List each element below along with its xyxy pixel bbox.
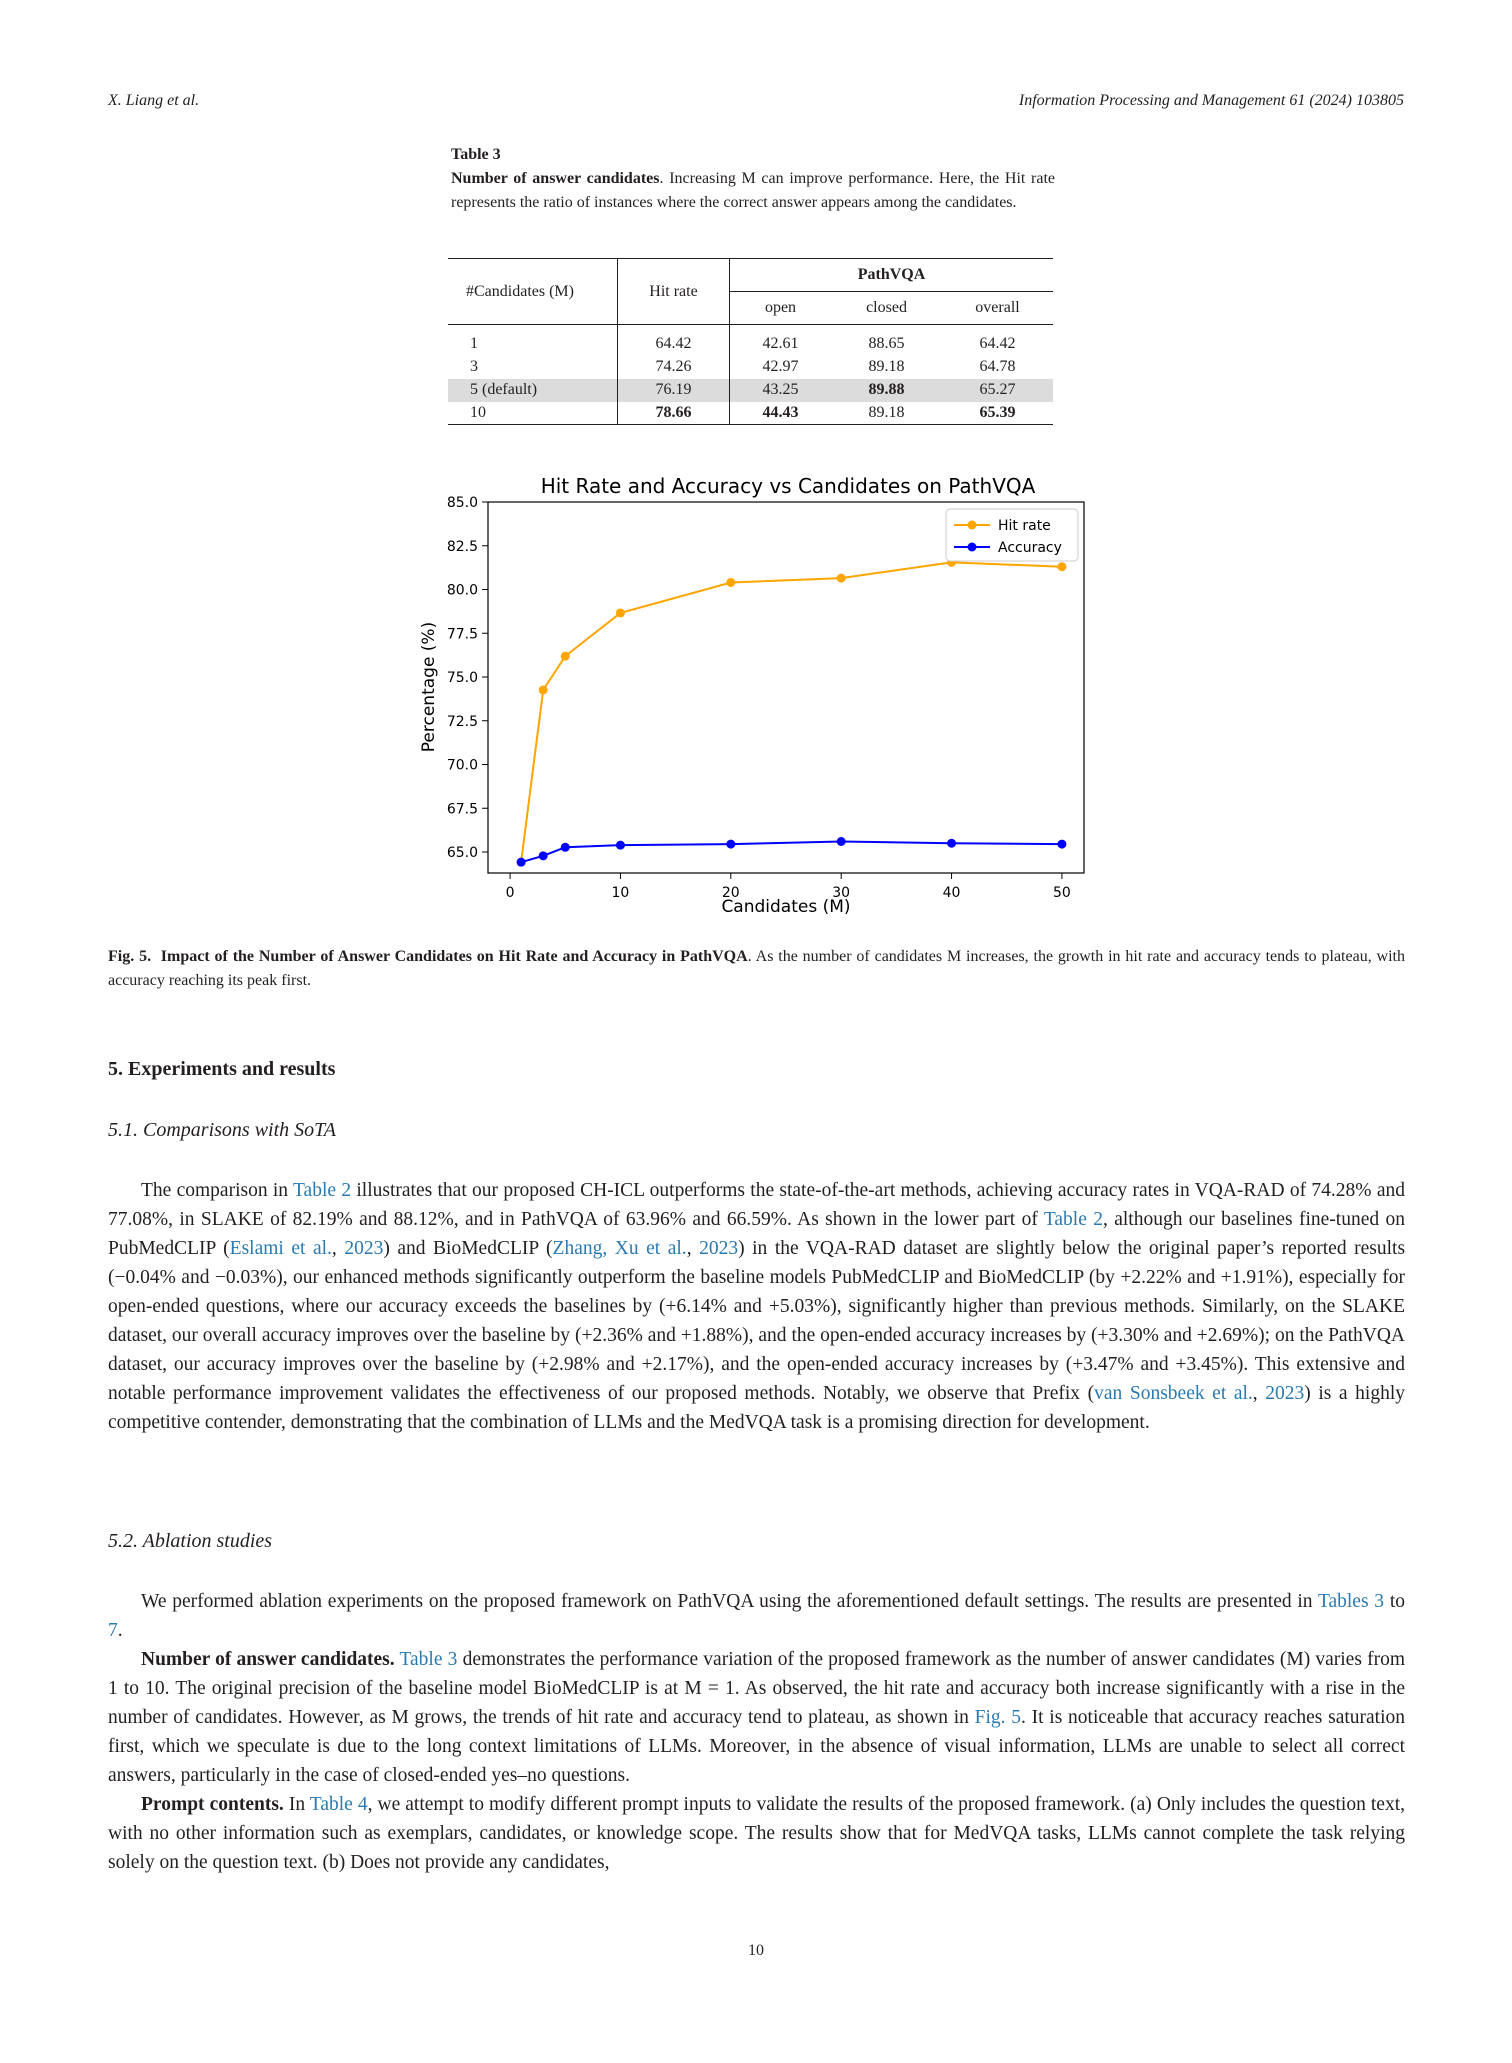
y-tick-label: 72.5 (446, 713, 478, 730)
y-tick-label: 65.0 (446, 845, 478, 861)
ref-fig-5[interactable]: Fig. 5 (974, 1707, 1022, 1728)
paragraph-lead-prompt: Prompt contents. (141, 1794, 284, 1815)
data-point (616, 841, 625, 850)
col-header-overall: overall (942, 292, 1053, 325)
ref-table-2[interactable]: Table 2 (1043, 1209, 1103, 1230)
ref-zhang[interactable]: Zhang, Xu et al. (552, 1238, 687, 1259)
x-axis-label: Candidates (M) (721, 897, 851, 917)
table-label: Table 3 (451, 146, 501, 163)
col-header-closed: closed (831, 292, 942, 325)
y-axis (447, 495, 488, 861)
ref-eslami[interactable]: Eslami et al. (229, 1238, 332, 1259)
x-tick-label: 30 (832, 885, 851, 901)
data-point (517, 858, 526, 867)
table-row: 5 (default) 76.19 43.25 89.88 65.27 (448, 379, 1053, 402)
page-number: 10 (748, 1942, 764, 1959)
table-caption (451, 143, 1055, 215)
subsection-heading-sota: 5.1. Comparisons with SoTA (108, 1119, 336, 1141)
paragraph-sota: The comparison in Table 2 illustrates that our proposed CH-ICL outperforms the state-of-the-art methods, achieving accuracy rates in VQA-RAD of 74.28% and 77.08%, in SLAKE of 82.19% and 88.12%, and in PathVQA of 63.96% and 66.59%. As shown in the lower part of Table 2, although our baselines fine-tuned on PubMedCLIP (Eslami et al., 2023) and BioMedCLIP (Zhang, Xu et al., 2023) in the VQA-RAD dataset are slightly below the original paper’s reported results (−0.04% and −0.03%), our enhanced methods significantly outperform the baseline models PubMedCLIP and BioMedCLIP (by +2.22% and +1.91%), especially for open-ended questions, where our accuracy exceeds the baselines by (+6.14% and +5.03%), significantly higher than previous methods. Similarly, on the SLAKE dataset, our overall accuracy improves over the baseline by (+2.36% and +1.88%), and the open-ended accuracy increases by (+3.30% and +2.69%); on the PathVQA dataset, our accuracy improves over the baseline by (+2.98% and +2.17%), and the open-ended accuracy increases by (+3.47% and +3.45%). This extensive and notable performance improvement validates the effectiveness of our proposed methods. Notably, we observe that Prefix (van Sonsbeek et al., 2023) is a highly competitive contender, demonstrating that the combination of LLMs and the MedVQA task is a promising direction for development. (108, 1180, 1406, 1433)
running-header-journal: Information Processing and Management 61 (2024) 103805 (1018, 92, 1404, 109)
col-header-open: open (730, 292, 832, 325)
y-tick-label: 70.0 (446, 757, 478, 774)
legend-marker (968, 543, 977, 552)
x-tick-label: 10 (611, 885, 630, 901)
data-point (539, 851, 548, 860)
legend-marker (968, 521, 977, 530)
x-tick-label: 0 (505, 885, 515, 901)
data-point (837, 574, 846, 583)
legend-label: Accuracy (998, 540, 1062, 556)
paragraph-lead-candidates: Number of answer candidates. (141, 1649, 395, 1670)
ref-table-3[interactable]: Table 3 (399, 1649, 458, 1670)
ref-eslami-year[interactable]: 2023 (344, 1238, 384, 1259)
table-row: 3 74.26 42.97 89.18 64.78 (448, 356, 1053, 379)
series-line-hit-rate (521, 562, 1062, 862)
col-header-candidates: #Candidates (M) (448, 259, 618, 325)
chart-svg (400, 465, 1100, 925)
results-table (448, 258, 1053, 425)
x-tick-label: 40 (942, 885, 961, 901)
figure-label: Fig. 5. (108, 948, 152, 965)
figure-caption (108, 945, 1405, 993)
x-tick-label: 50 (1053, 885, 1071, 901)
x-tick-label: 20 (721, 885, 740, 901)
y-tick-label: 67.5 (446, 801, 478, 818)
y-tick-label: 85.0 (446, 495, 478, 511)
section-heading: 5. Experiments and results (108, 1058, 336, 1080)
col-header-pathvqa: PathVQA (730, 259, 1054, 292)
ref-van-sonsbeek[interactable]: van Sonsbeek et al. (1094, 1383, 1253, 1404)
series-line-accuracy (521, 842, 1062, 863)
y-tick-label: 77.5 (446, 626, 478, 643)
data-point (837, 837, 846, 846)
table-row: 1 64.42 42.61 88.65 64.42 (448, 333, 1053, 356)
y-tick-label: 82.5 (446, 538, 478, 555)
data-point (561, 652, 570, 661)
y-tick-label: 80.0 (446, 582, 478, 599)
y-tick-label: 75.0 (446, 670, 478, 686)
table-caption-text: . Increasing M can improve performance. Here, the Hit rate represents the ratio of instances where the correct answer appears among the candidates. (451, 170, 1055, 211)
data-point (561, 843, 570, 852)
data-point (616, 608, 625, 617)
legend-label: Hit rate (998, 518, 1051, 534)
series-layer (517, 558, 1067, 867)
ref-tables-3[interactable]: Tables 3 (1317, 1591, 1385, 1612)
data-point (726, 840, 735, 849)
ref-van-sonsbeek-year[interactable]: 2023 (1265, 1383, 1305, 1404)
data-point (1057, 840, 1066, 849)
table-caption-title: Number of answer candidates (451, 170, 660, 187)
ref-zhang-year[interactable]: 2023 (699, 1238, 739, 1259)
paragraph-ablation: We performed ablation experiments on the proposed framework on PathVQA using the aforementioned default settings. The results are presented in Tables 3 to 7. Number of answer candidates. Table 3 demonstrates the performance variation of the proposed framework as the number of answer candidates (M) varies from 1 to 10. The original precision of the baseline model BioMedCLIP is at M = 1. As observed, the hit rate and accuracy both increase significantly with a rise in the number of candidates. However, as M grows, the trends of hit rate and accuracy tend to plateau, as shown in Fig. 5. It is noticeable that accuracy reaches saturation first, which we speculate is due to the long context limitations of LLMs. Moreover, in the absence of visual information, LLMs are unable to select all correct answers, particularly in the case of closed-ended yes–no questions. Prompt contents. In Table 4, we attempt to modify different prompt inputs to validate the results of the proposed framework. (a) Only includes the question text, with no other information such as exemplars, candidates, or knowledge scope. The results show that for MedVQA tasks, LLMs cannot complete the task relying solely on the question text. (b) Does not provide any candidates, (108, 1591, 1405, 1873)
y-axis-label: Percentage (%) (419, 621, 439, 753)
ref-table-2[interactable]: Table 2 (293, 1180, 352, 1201)
subsection-heading-ablation: 5.2. Ablation studies (108, 1530, 273, 1552)
hit-rate-accuracy-chart (400, 465, 1100, 925)
data-point (539, 685, 548, 694)
data-point (726, 578, 735, 587)
figure-caption-text: . As the number of candidates M increases, the growth in hit rate and accuracy tends to plateau, with accuracy reaching its peak first. (108, 948, 1406, 989)
data-point (947, 839, 956, 848)
col-header-hit-rate: Hit rate (618, 259, 730, 325)
chart-title: Hit Rate and Accuracy vs Candidates on PathVQA (540, 474, 1036, 498)
legend (946, 509, 1078, 561)
running-header-authors: X. Liang et al. (108, 92, 200, 109)
table-row: 10 78.66 44.43 89.18 65.39 (448, 402, 1053, 425)
data-point (1057, 562, 1066, 571)
ref-table-4[interactable]: Table 4 (309, 1794, 368, 1815)
figure-caption-title: Impact of the Number of Answer Candidates on Hit Rate and Accuracy in PathVQA (160, 948, 748, 965)
ref-table-7[interactable]: 7 (108, 1620, 118, 1641)
